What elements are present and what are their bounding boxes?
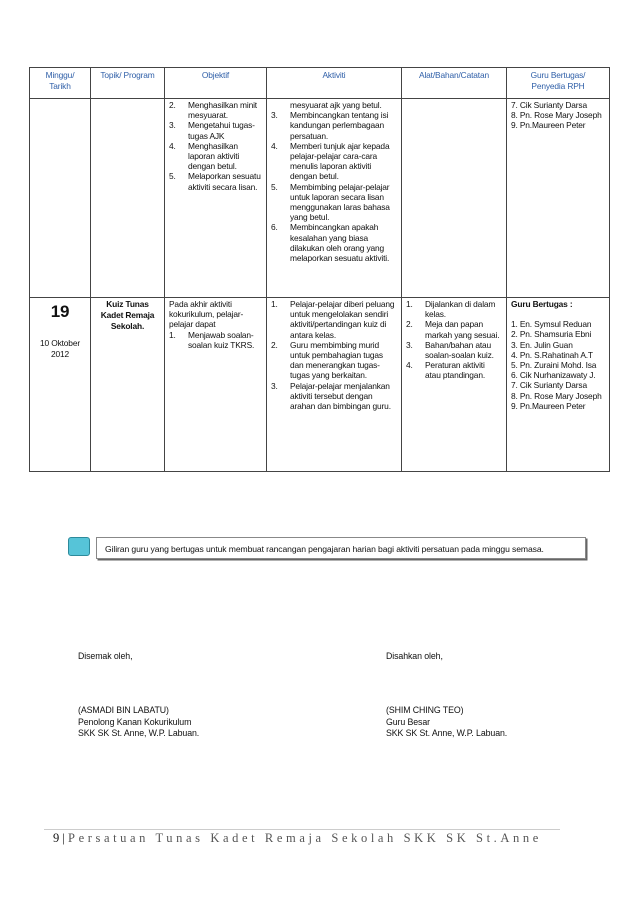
row1-objectives-list: [169, 100, 262, 192]
duty-note: Giliran guru yang bertugas untuk membuat rancangan pengajaran harian bagi aktiviti persatuan pada minggu semasa.: [96, 537, 586, 559]
teacher-entry: 1. En. Symsul Reduan: [511, 319, 592, 330]
approver-name: (SHIM CHING TEO): [386, 705, 464, 715]
list-item: [271, 299, 397, 340]
objective-intro: Pada akhir aktiviti kokurikulum, pelajar-pelajar dapat: [169, 299, 244, 330]
header-activity: Aktiviti: [267, 68, 402, 99]
teacher-entry: 3. En. Julin Guan: [511, 339, 573, 350]
list-item-text: Pelajar-pelajar menjalankan aktiviti tersebut dengan arahan dan bimbingan guru.: [290, 380, 391, 412]
list-item-text: Melaporkan sesuatu aktiviti secara lisan.: [188, 171, 261, 192]
teacher-entry: 4. Pn. S.Rahatinah A.T: [511, 349, 593, 360]
list-item-number: 3.: [169, 120, 176, 131]
row2-week-cell: [30, 298, 91, 472]
row1-materials-cell: [402, 99, 507, 298]
header-teachers: Guru Bertugas/ Penyedia RPH: [507, 68, 610, 99]
list-item: [271, 381, 397, 412]
list-item: [406, 340, 502, 360]
list-item-number: 2.: [169, 100, 176, 110]
row2-materials-cell: [402, 298, 507, 472]
teacher-entry: 9. Pn.Maureen Peter: [511, 120, 586, 131]
spacer: [511, 309, 605, 319]
list-item-number: 3.: [271, 380, 278, 391]
teacher-entry: 7. Cik Surianty Darsa: [511, 100, 587, 110]
list-item: [271, 340, 397, 381]
teacher-entry: 7. Cik Surianty Darsa: [511, 380, 587, 391]
list-item-number: 3.: [271, 110, 278, 121]
teacher-entry: 5. Pn. Zuraini Mohd. Isa: [511, 360, 597, 371]
list-item: [169, 171, 262, 191]
list-item-text: Dijalankan di dalam kelas.: [425, 299, 496, 320]
list-item-number: 2.: [406, 319, 413, 330]
row1-objective-cell: [165, 99, 267, 298]
list-item-number: 1.: [406, 299, 413, 309]
row1-activity-cell: [267, 99, 402, 298]
list-item: [169, 141, 262, 172]
list-item: [271, 141, 397, 182]
row1-teachers-cell: [507, 99, 610, 298]
list-item-text: Guru membimbing murid untuk pembahagian tugas dan menerangkan tugas-tugas yang berkaitan.: [290, 339, 383, 381]
list-item-text: Meja dan papan markah yang sesuai.: [425, 319, 500, 340]
row2-activities-list: [271, 299, 397, 411]
list-item-number: 6.: [271, 222, 278, 233]
row2-materials-list: [406, 299, 502, 381]
list-item: [169, 330, 262, 350]
header-objective: Objektif: [165, 68, 267, 99]
list-item-text: Membincangkan tentang isi kandungan perlembagaan persatuan.: [290, 110, 389, 141]
list-item-number: 5.: [169, 171, 176, 182]
list-item-text: Menghasilkan minit mesyuarat.: [188, 100, 257, 121]
teachers-title: Guru Bertugas :: [511, 299, 573, 309]
teacher-entry: 9. Pn.Maureen Peter: [511, 400, 586, 411]
row1-activities-list: [271, 110, 397, 263]
header-week: Minggu/ Tarikh: [30, 68, 91, 99]
row2-objective-cell: [165, 298, 267, 472]
list-item-text: Menghasilkan laporan aktiviti dengan betul.: [188, 140, 240, 172]
list-item-number: 4.: [271, 140, 278, 151]
list-item-text: Bahan/bahan atau soalan-soalan kuiz.: [425, 339, 494, 361]
list-item: [271, 222, 397, 263]
list-item: [271, 182, 397, 223]
row1-topic-cell: [91, 99, 165, 298]
table-row: [30, 99, 610, 298]
footer-separator: |: [62, 831, 65, 845]
reviewed-by-label: Disemak oleh,: [78, 651, 133, 661]
approver-school: SKK SK St. Anne, W.P. Labuan.: [386, 728, 508, 738]
list-item-text: Membincangkan apakah kesalahan yang biasa dilakukan oleh orang yang melaporkan sesuatu aktiviti.: [290, 222, 390, 264]
list-item-text: Menjawab soalan-soalan kuiz TKRS.: [188, 329, 255, 350]
list-item: [406, 360, 502, 380]
header-topic: Topik/ Program: [91, 68, 165, 99]
row1-activity-continued: mesyuarat ajk yang betul.: [290, 100, 382, 110]
list-item-text: Peraturan aktiviti atau ptandingan.: [425, 360, 486, 381]
footer-title: Persatuan Tunas Kadet Remaja Sekolah SKK SK St.Anne: [68, 831, 542, 845]
list-item-text: Mengetahui tugas-tugas AJK: [188, 120, 255, 141]
page-number: 9: [53, 831, 60, 845]
teacher-entry: 8. Pn. Rose Mary Joseph: [511, 110, 602, 121]
list-item-text: Membimbing pelajar-pelajar untuk laporan secara lisan menggunakan laras bahasa yang betul.: [290, 181, 390, 223]
row2-activity-cell: [267, 298, 402, 472]
approved-by-label: Disahkan oleh,: [386, 651, 443, 661]
table-header-row: [30, 68, 610, 99]
table-row: [30, 298, 610, 472]
row2-objectives-list: [169, 330, 262, 350]
week-date: 10 Oktober 2012: [40, 338, 80, 359]
approver-signature-block: [386, 705, 507, 740]
list-item-number: 3.: [406, 339, 413, 350]
reviewer-signature-block: [78, 705, 199, 740]
reviewer-school: SKK SK St. Anne, W.P. Labuan.: [78, 728, 200, 738]
list-item-text: Memberi tunjuk ajar kepada pelajar-pelajar cara-cara menulis laporan aktiviti dengan betul.: [290, 140, 390, 182]
row1-week-cell: [30, 99, 91, 298]
note-marker-icon: [68, 537, 90, 556]
reviewer-name: (ASMADI BIN LABATU): [78, 705, 169, 715]
topic-title: Kuiz Tunas Kadet Remaja Sekolah.: [100, 299, 155, 331]
list-item-text: Pelajar-pelajar diberi peluang untuk mengelolakan sendiri aktiviti/pertandingan kuiz di antara kelas.: [290, 299, 395, 340]
row1-teachers-list: [507, 99, 609, 134]
page-footer: [53, 831, 542, 846]
list-item-number: 4.: [169, 140, 176, 151]
week-number: 19: [50, 302, 70, 321]
row2-topic-cell: [91, 298, 165, 472]
footer-divider: [44, 829, 560, 830]
list-item: [406, 319, 502, 339]
list-item-number: 5.: [271, 181, 278, 192]
list-item-number: 1.: [271, 299, 278, 309]
row2-teachers-list: [511, 319, 605, 411]
teacher-entry: 6. Cik Nurhanizawaty J.: [511, 370, 596, 381]
list-item: [169, 120, 262, 140]
teacher-entry: 8. Pn. Rose Mary Joseph: [511, 390, 602, 401]
list-item: [169, 100, 262, 120]
teacher-entry: 2. Pn. Shamsuria Ebni: [511, 329, 592, 340]
list-item-number: 4.: [406, 360, 413, 371]
reviewer-position: Penolong Kanan Kokurikulum: [78, 716, 192, 727]
row2-teachers-cell: [507, 298, 610, 472]
list-item: [406, 299, 502, 319]
approver-position: Guru Besar: [386, 716, 430, 727]
list-item: [271, 110, 397, 141]
lesson-plan-table: [29, 67, 610, 472]
list-item-number: 2.: [271, 339, 278, 350]
header-materials: Alat/Bahan/Catatan: [402, 68, 507, 99]
list-item-number: 1.: [169, 329, 176, 340]
